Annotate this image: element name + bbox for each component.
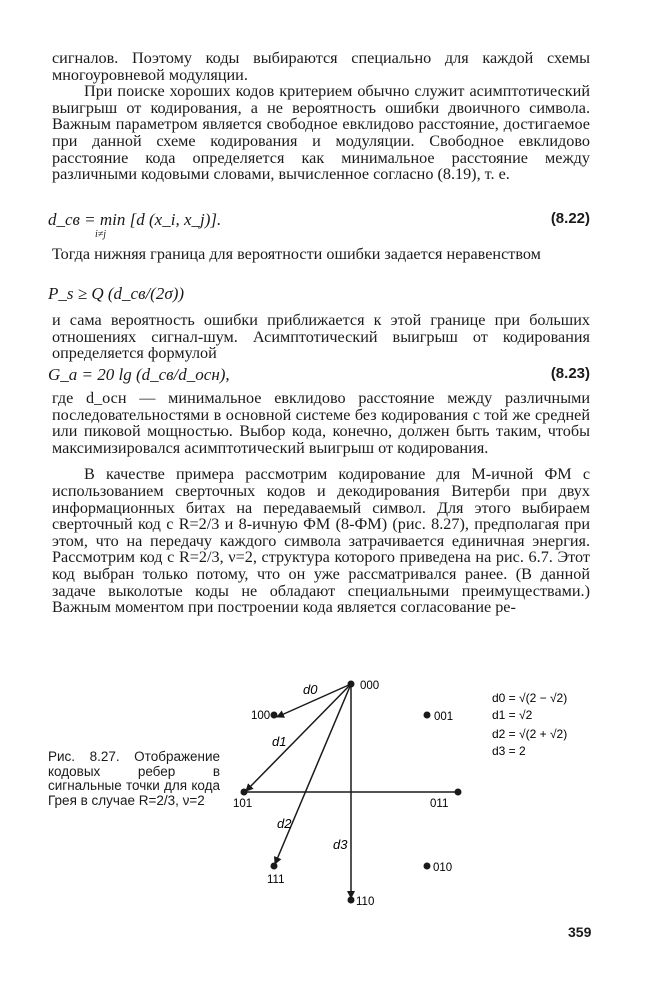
label-111: 111	[267, 874, 285, 886]
label-d0: d0	[303, 682, 318, 697]
label-d3: d3	[333, 837, 348, 852]
equation-8-22-body: d_св = min [d (x_i, x_j)].	[48, 210, 222, 229]
point-111	[271, 863, 278, 870]
label-d1: d1	[272, 734, 287, 749]
figure-caption: Рис. 8.27. Отображение кодовых ребер в сигнальные точки для кода Грея в случае R=2/3, ν=2	[48, 749, 220, 808]
label-100: 100	[251, 710, 271, 722]
label-011: 011	[430, 798, 449, 810]
point-011	[455, 789, 462, 796]
legend-d3: d3 = 2	[492, 744, 526, 758]
point-110	[348, 897, 355, 904]
legend-d0: d0 = √(2 − √2)	[492, 691, 568, 705]
equation-8-22-subscript: i≠j	[95, 229, 107, 240]
point-001	[424, 712, 431, 719]
paragraph-6: В качестве примера рассмотрим кодирование для М-ичной ФМ с использованием сверточных кодов и декодирования Витерби при двух информационных битах на передаваемый символ. Для этого выбираем сверточный код с R=2/3 и 8-ичную ФМ (8-ФМ) (рис. 8.27), предполагая при этом, что на передачу каждого символа затрачивается единичная энергия. Рассмотрим код с R=2/3, ν=2, структура которого приведена на рис. 6.7. Этот код выбран только потому, что он уже рассматривался ранее. (В данной задаче выколотые коды не обладают специальными преимуществами.) Важным моментом при построении кода является согласование ре-	[52, 465, 590, 617]
legend-d1: d1 = √2	[492, 708, 533, 722]
label-001: 001	[434, 711, 454, 723]
point-101	[241, 789, 248, 796]
label-d2: d2	[277, 816, 292, 831]
point-010	[424, 863, 431, 870]
paragraph-2: При поиске хороших кодов критерием обычно служит асимптотический выигрыш от кодирования, а не вероятность ошибки двоичного символа. Важным параметром является свободное евклидово расстояние, достигаемое при данной схеме кодирования и модуляции. Свободное евклидово расстояние кода определяется как минимальное расстояние между различными кодовыми словами, вычисленное согласно (8.19), т. е.	[52, 82, 590, 184]
label-000: 000	[360, 680, 380, 692]
point-000	[348, 681, 355, 688]
inequality-body: P_s ≥ Q (d_св/(2σ))	[48, 284, 185, 303]
page-number: 359	[568, 924, 592, 940]
paragraph-3: Тогда нижняя граница для вероятности ошибки задается неравенством	[52, 245, 541, 263]
label-101: 101	[233, 798, 253, 810]
arrow-d1	[246, 684, 351, 791]
paragraph-5: где d_осн — минимальное евклидово расстояние между различными последовательностями в основной системе без кодирования с той же средней или пиковой мощностью. Выбор кода, конечно, должен быть таким, чтобы максимизировался асимптотический выигрыш от кодирования.	[52, 389, 590, 457]
paragraph-1: сигналов. Поэтому коды выбираются специально для каждой схемы многоуровневой модуляции.	[52, 49, 590, 84]
equation-8-23-number: (8.23)	[550, 365, 590, 382]
label-110: 110	[356, 896, 375, 908]
paragraph-4: и сама вероятность ошибки приближается к этой границе при больших отношениях сигнал-шум. Асимптотический выигрыш от кодирования определяется формулой	[52, 311, 590, 363]
label-010: 010	[433, 862, 453, 874]
legend-d2: d2 = √(2 + √2)	[492, 727, 568, 741]
equation-8-22-number: (8.22)	[550, 210, 590, 227]
point-100	[271, 712, 278, 719]
equation-8-23-body: G_a = 20 lg (d_св/d_осн),	[48, 365, 230, 384]
